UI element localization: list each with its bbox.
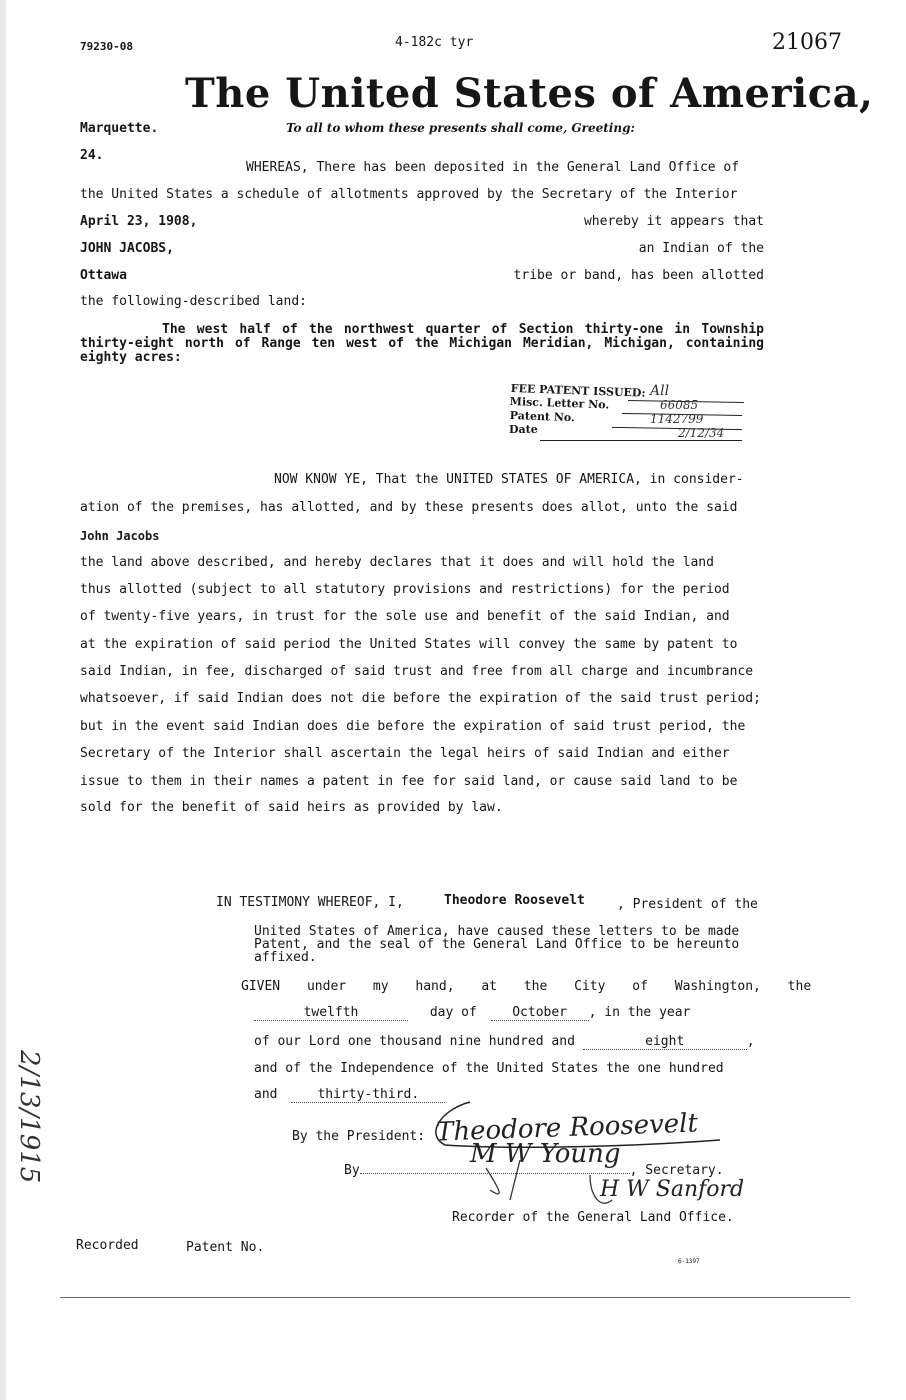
form-code: 4-182c tyr [395,35,474,50]
year-field: eight [583,1034,747,1050]
whereas-line-2: the United States a schedule of allotments approved by the Secretary of the Interior [80,187,738,202]
trust-line-4: at the expiration of said period the United States will convey the same by patent to [80,637,738,652]
page-bottom-rule [60,1297,850,1298]
whereas-line-1: WHEREAS, There has been deposited in the General Land Office of [246,160,740,175]
trust-line-9: issue to them in their names a patent in fee for said land, or cause said land to be [80,774,738,789]
trust-line-5: said Indian, in fee, discharged of said trust and free from all charge and incumbrance [80,664,754,679]
form-number: 79230-08 [80,40,133,53]
trust-line-6: whatsoever, if said Indian does not die before the expiration of the said trust period; [80,691,761,706]
secretary-label: , Secretary. [629,1163,724,1178]
given-line: GIVEN under my hand, at the City of Washington, the [241,979,812,994]
and-label: and [254,1087,278,1102]
now-know-ye-line-1: NOW KNOW YE, That the UNITED STATES OF AMERICA, in consider- [274,472,744,487]
stamp-label-misc-letter: Misc. Letter No. [509,395,610,412]
grantee-name: John Jacobs [80,529,160,543]
independence-year-field: thirty-third. [291,1087,445,1103]
in-the-year-label: , in the year [588,1005,691,1020]
stamp-label-patent-no: Patent No. [509,409,576,425]
form-mark: 6-1397 [678,1258,700,1265]
approval-date: April 23, 1908, [80,214,198,229]
by-the-president-label: By the President: [292,1129,426,1144]
trust-line-10: sold for the benefit of said heirs as provided by law. [80,800,503,815]
recorded-label: Recorded [76,1238,139,1253]
tribe-name: Ottawa [80,268,127,283]
trust-line-8: Secretary of the Interior shall ascertain the legal heirs of said Indian and either [80,746,730,761]
president-signature: Theodore Roosevelt [435,1108,699,1148]
land-intro: the following-described land: [80,294,307,309]
recorder-label: Recorder of the General Land Office. [452,1210,734,1225]
trust-line-1: the land above described, and hereby declares that it does and will hold the land [80,555,714,570]
allottee-name: JOHN JACOBS, [80,241,174,256]
tribe-tail: tribe or band, has been allotted [513,268,764,283]
serial-number: 21067 [772,30,842,55]
by-label: By [344,1163,360,1178]
independence-line: and of the Independence of the United States the one hundred [254,1061,724,1076]
document-title: The United States of America, [185,70,874,117]
day-field: twelfth [254,1005,408,1021]
stamp-value-fee-patent: All [650,383,670,399]
stamp-value-misc-letter: 66085 [660,398,699,412]
allottee-tail: an Indian of the [638,241,764,256]
whereas-line-3-tail: whereby it appears that [583,214,764,229]
president-name: Theodore Roosevelt [444,893,585,908]
salutation: To all to whom these presents shall come, Greeting: [286,121,635,135]
margin-handwritten-note: 2/13/1915 [14,1050,44,1184]
year-comma: , [746,1034,755,1049]
trust-line-3: of twenty-five years, in trust for the sole use and benefit of the said Indian, and [80,609,730,624]
stamp-label-fee-patent: FEE PATENT ISSUED: [510,382,646,400]
allotment-number: 24. [80,148,104,163]
stamp-value-patent-no: 1142799 [650,412,704,426]
land-office: Marquette. [80,121,159,136]
trust-line-7: but in the event said Indian does die before the expiration of said trust period, the [80,719,746,734]
testimony-lead: IN TESTIMONY WHEREOF, I, [216,895,404,910]
patent-no-label: Patent No. [186,1240,265,1255]
now-know-ye-line-2: ation of the premises, has allotted, and by these presents does allot, unto the said [80,500,738,515]
testimony-tail: , President of the [617,897,758,912]
month-field: October [491,1005,589,1021]
testimony-paragraph: United States of America, have caused these letters to be made Patent, and the seal of the General Land Office to be hereunto affixed. [254,924,740,965]
stamp-label-date: Date [509,423,538,436]
recorder-signature: H W Sanford [600,1177,745,1202]
lord-label: of our Lord one thousand nine hundred and [254,1034,575,1049]
secretary-signature: M W Young [470,1139,621,1169]
stamp-value-date: 2/12/34 [678,426,725,440]
trust-line-2: thus allotted (subject to all statutory provisions and restrictions) for the period [80,582,730,597]
day-of-label: day of [429,1005,477,1020]
land-description: The west half of the northwest quarter of Section thirty-one in Township thirty-eight north of Range ten west of the Michigan Meridian, Michigan, containing eighty acres: [80,322,764,365]
